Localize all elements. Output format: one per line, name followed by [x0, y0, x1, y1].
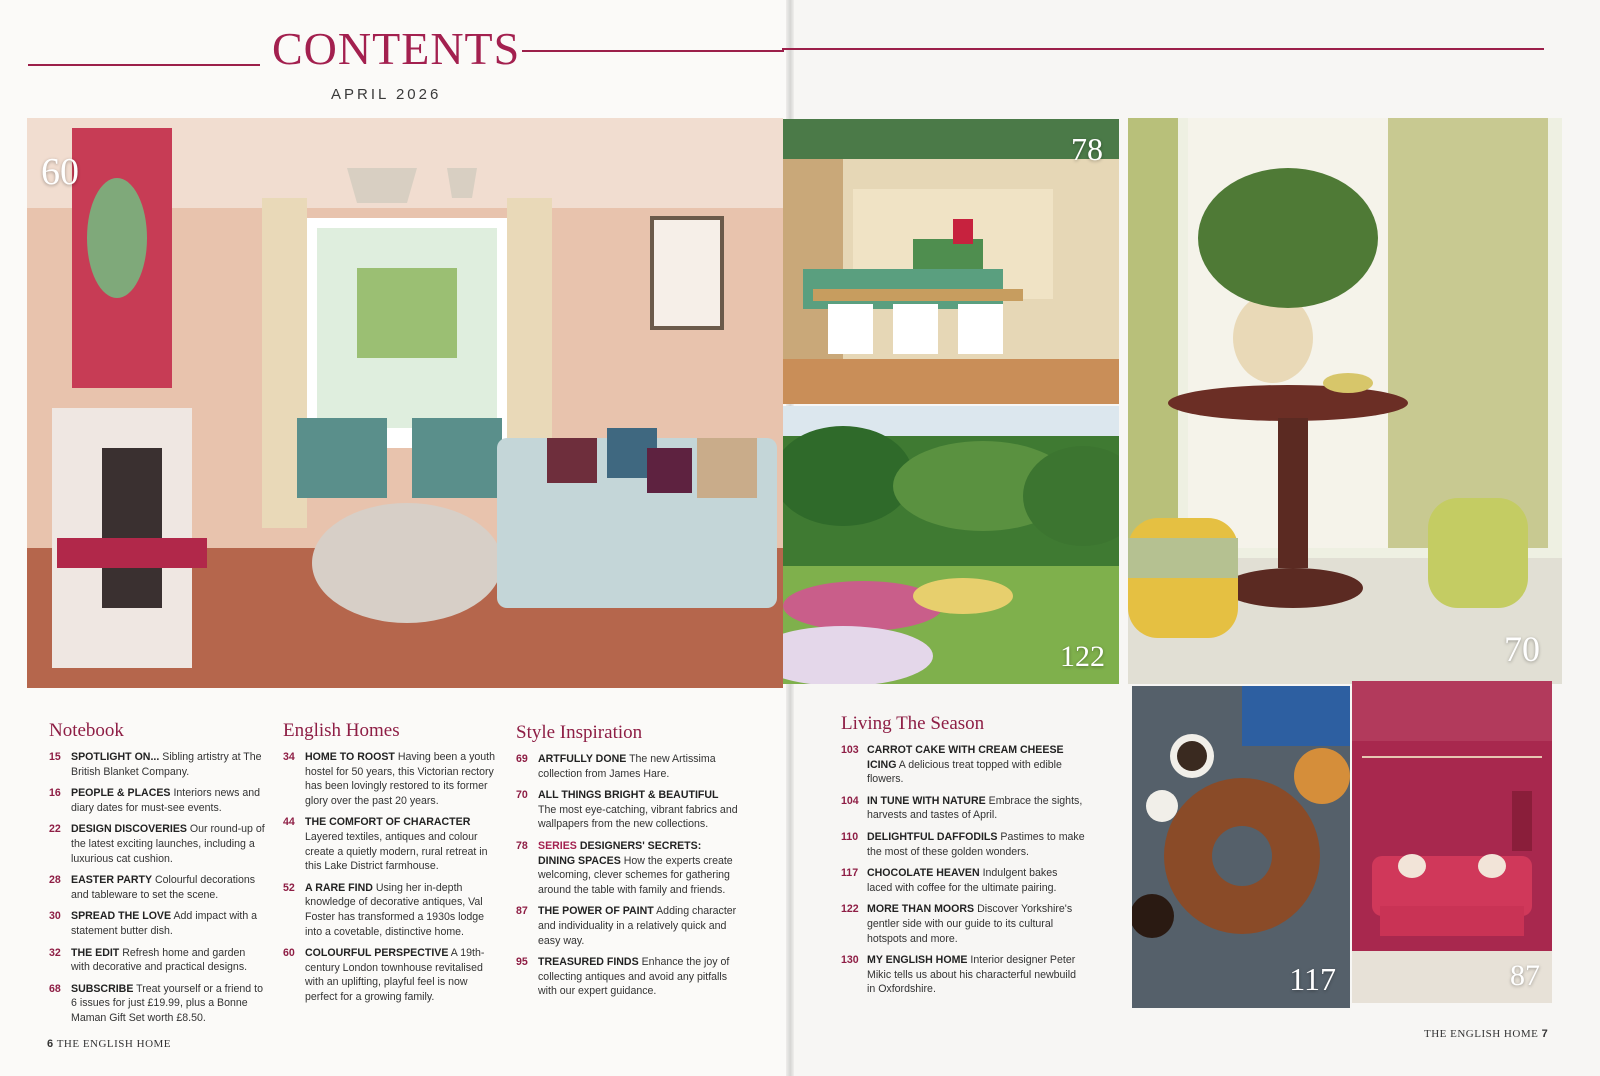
photo-page-number: 117: [1289, 961, 1336, 997]
contents-entry[interactable]: 30 SPREAD THE LOVE Add impact with a statement butter dish.: [49, 910, 258, 937]
page-number-left: 6: [47, 1038, 54, 1050]
living-room-image: [27, 118, 783, 688]
header-rule-left: [28, 64, 260, 66]
round-table-image: [1128, 118, 1562, 684]
photo-pink-room[interactable]: [1352, 681, 1552, 1003]
entry-list: [516, 752, 738, 999]
contents-entry[interactable]: 87 THE POWER OF PAINT Adding character and individuality in a relatively quick and easy way.: [516, 905, 737, 947]
contents-entry[interactable]: 70 ALL THINGS BRIGHT & BEAUTIFUL The most eye-catching, vibrant fabrics and wallpapers from the new collections.: [516, 789, 738, 831]
section-english-homes: [283, 720, 501, 1012]
photo-dining-room[interactable]: [783, 119, 1119, 404]
section-heading: Style Inspiration: [516, 722, 643, 743]
chocolate-bake-image: [1132, 686, 1350, 1008]
contents-entry[interactable]: 34 HOME TO ROOST Having been a youth hostel for 50 years, this Victorian rectory has been lovingly restored to its former glory over the past 20 years.: [283, 751, 495, 807]
header-rule-right: [782, 48, 1544, 50]
dining-room-image: [783, 119, 1119, 404]
contents-entry[interactable]: 95 TREASURED FINDS Enhance the joy of collecting antiques and avoid any pitfalls with our expert guidance.: [516, 956, 730, 998]
contents-entry[interactable]: 32 THE EDIT Refresh home and garden with decorative and practical designs.: [49, 946, 248, 974]
photo-living-room[interactable]: [27, 118, 783, 688]
section-heading: Living The Season: [841, 713, 985, 734]
photo-chocolate-bake[interactable]: [1132, 686, 1350, 1008]
contents-entry[interactable]: 122 MORE THAN MOORS Discover Yorkshire's gentler side with our guide to its cultural hotspots and more.: [841, 903, 1073, 945]
photo-page-number: 60: [41, 151, 79, 193]
footer-left: [47, 1038, 171, 1050]
photo-page-number: 70: [1504, 629, 1540, 669]
issue-date: APRIL 2026: [331, 86, 442, 103]
photo-garden[interactable]: [783, 406, 1119, 684]
contents-entry[interactable]: 60 COLOURFUL PERSPECTIVE A 19th-century London townhouse revitalised with an uplifting, playful feel is now perfect for a growing family.: [283, 947, 485, 1003]
photo-round-table[interactable]: [1128, 118, 1562, 684]
section-notebook: [49, 720, 267, 1033]
contents-entry[interactable]: 110 DELIGHTFUL DAFFODILS Pastimes to make the most of these golden wonders.: [841, 830, 1085, 858]
photo-page-number: 122: [1060, 640, 1105, 673]
page-number-right: 7: [1541, 1028, 1549, 1040]
contents-entry[interactable]: 117 CHOCOLATE HEAVEN Indulgent bakes laced with coffee for the ultimate pairing.: [841, 867, 1058, 894]
page-title: CONTENTS: [272, 23, 521, 74]
contents-entry[interactable]: 103 CARROT CAKE WITH CREAM CHEESE ICING A delicious treat topped with edible flowers.: [841, 744, 1064, 786]
photo-page-number: 78: [1071, 131, 1103, 167]
header-rule-center: [522, 50, 784, 52]
entry-list: [841, 743, 1085, 997]
contents-entry[interactable]: 68 SUBSCRIBE Treat yourself or a friend to 6 issues for just £19.99, plus a Bonne Maman Gift Set worth £8.50.: [49, 982, 263, 1024]
contents-entry[interactable]: 16 PEOPLE & PLACES Interiors news and diary dates for must-see events.: [49, 787, 260, 814]
section-living-the-season: [841, 713, 1085, 1004]
contents-entry[interactable]: 104 IN TUNE WITH NATURE Embrace the sights, harvests and tastes of April.: [841, 794, 1083, 822]
contents-entry[interactable]: 15 SPOTLIGHT ON... Sibling artistry at The British Blanket Company.: [49, 751, 262, 778]
contents-entry[interactable]: 28 EASTER PARTY Colourful decorations and tableware to set the scene.: [49, 874, 256, 901]
contents-entry[interactable]: 22 DESIGN DISCOVERIES Our round-up of the latest exciting launches, including a luxurious cat cushion.: [49, 823, 265, 865]
contents-entry[interactable]: 130 MY ENGLISH HOME Interior designer Peter Mikic tells us about his characterful newbuild in Oxfordshire.: [841, 954, 1077, 996]
magazine-name: THE ENGLISH HOME: [1424, 1028, 1539, 1040]
entry-list: [49, 750, 267, 1026]
pink-room-image: [1352, 681, 1552, 1003]
entry-list: [283, 750, 501, 1005]
section-heading: English Homes: [283, 720, 400, 741]
contents-entry[interactable]: 44 THE COMFORT OF CHARACTER Layered textiles, antiques and colour create a quietly modern, rural retreat in this Lake District farmhouse.: [283, 816, 488, 873]
section-heading: Notebook: [49, 720, 124, 741]
section-style-inspiration: [516, 722, 738, 1006]
contents-entry[interactable]: 69 ARTFULLY DONE The new Artissima collection from James Hare.: [516, 753, 716, 780]
contents-entry[interactable]: 52 A RARE FIND Using her in-depth knowledge of decorative antiques, Val Foster has transformed a 1930s lodge into a covetable, distinctive home.: [283, 881, 485, 938]
footer-right: [1424, 1028, 1548, 1040]
magazine-name: THE ENGLISH HOME: [56, 1038, 172, 1050]
contents-entry[interactable]: 78 SERIES DESIGNERS' SECRETS: DINING SPACES How the experts create welcoming, clever schemes for gathering around the table with family and friends.: [516, 839, 733, 896]
photo-page-number: 87: [1510, 959, 1540, 992]
